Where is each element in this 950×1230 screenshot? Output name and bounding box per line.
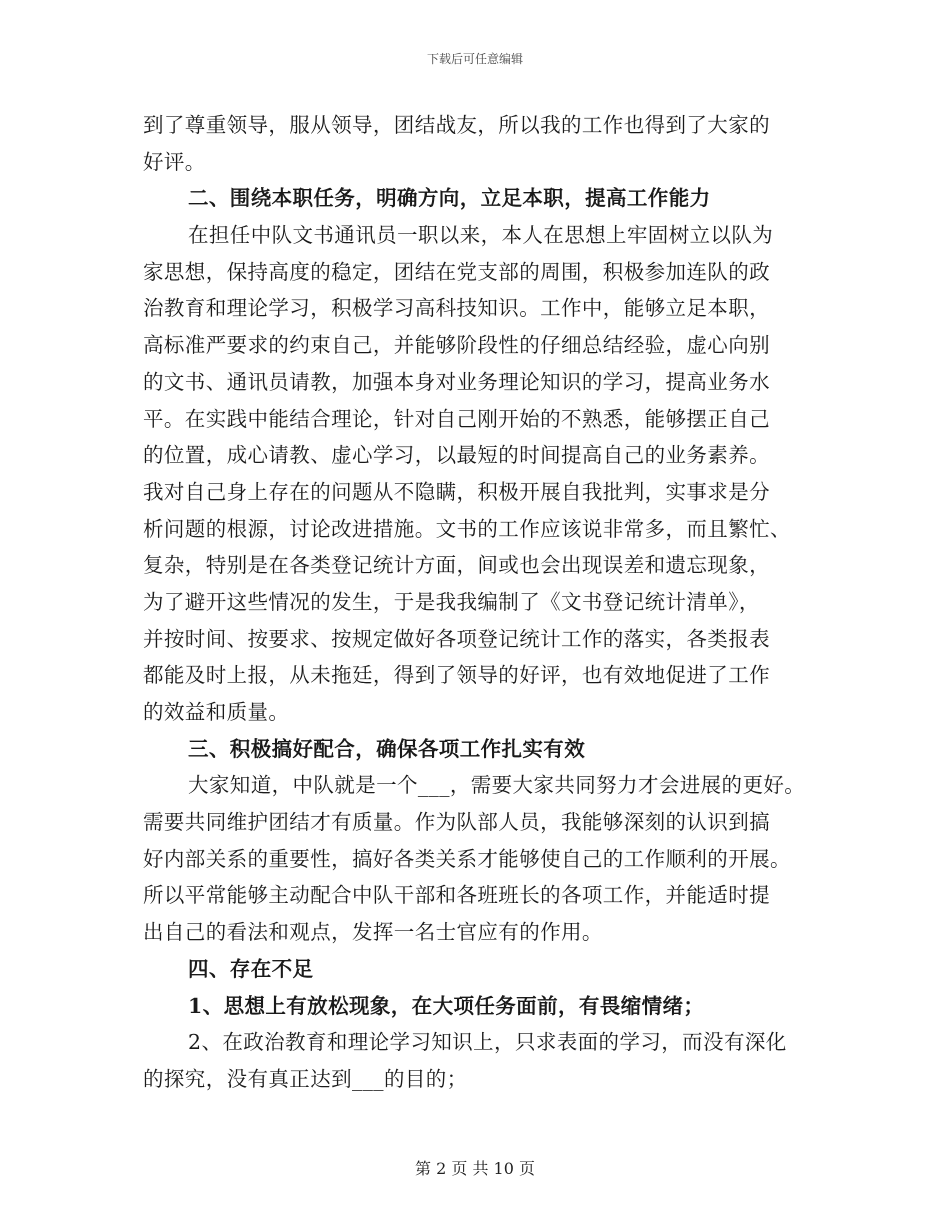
paragraph-line: 的效益和质量。 — [143, 700, 290, 724]
section-heading-line: 1、思想上有放松现象，在大项任务面前，有畏缩情绪； — [188, 993, 705, 1018]
paragraph-line: 治教育和理论学习，积极学习高科技知识。工作中，能够立足本职， — [143, 296, 770, 321]
paragraph-line: 都能及时上报，从未拖廷，得到了领导的好评，也有效地促进了工作 — [143, 663, 770, 688]
page-header: 下载后可任意编辑 — [426, 52, 523, 66]
paragraph-line: 在担任中队文书通讯员一职以来，本人在思想上牢固树立以队为 — [188, 223, 774, 248]
paragraph-line: 复杂，特别是在各类登记统计方面，间或也会出现误差和遗忘现象， — [143, 553, 770, 578]
section-heading-line: 四、存在不足 — [188, 956, 314, 981]
paragraph-line: 好内部关系的重要性，搞好各类关系才能够使自己的工作顺利的开展。 — [143, 846, 791, 871]
paragraph-line: 好评。 — [143, 149, 206, 174]
paragraph-line: 的探究，没有真正达到___的目的； — [143, 1066, 468, 1091]
paragraph-line: 的文书、通讯员请教，加强本身对业务理论知识的学习，提高业务水 — [143, 369, 770, 394]
page-number-footer: 第 2 页 共 10 页 — [415, 1159, 535, 1178]
paragraph-line: 到了尊重领导，服从领导，团结战友，所以我的工作也得到了大家的 — [143, 113, 770, 137]
paragraph-line: 析问题的根源，讨论改进措施。文书的工作应该说非常多，而且繁忙、 — [143, 516, 791, 541]
paragraph-line: 2、在政治教育和理论学习知识上，只求表面的学习，而没有深化 — [188, 1030, 787, 1055]
paragraph-line: 的位置，成心请教、虚心学习，以最短的时间提高自己的业务素养。 — [143, 443, 770, 468]
paragraph-line: 并按时间、按要求、按规定做好各项登记统计工作的落实，各类报表 — [143, 626, 770, 651]
paragraph-line: 出自己的看法和观点，发挥一名士官应有的作用。 — [143, 920, 603, 945]
paragraph-line: 大家知道，中队就是一个___，需要大家共同努力才会进展的更好。 — [188, 773, 806, 798]
paragraph-line: 家思想，保持高度的稳定，团结在党支部的周围，积极参加连队的政 — [143, 259, 770, 284]
section-heading-line: 二、围绕本职任务，明确方向，立足本职，提高工作能力 — [188, 186, 711, 211]
section-heading-line: 三、积极搞好配合，确保各项工作扎实有效 — [188, 736, 586, 761]
paragraph-line: 所以平常能够主动配合中队干部和各班班长的各项工作，并能适时提 — [143, 883, 770, 908]
paragraph-line: 高标准严要求的约束自己，并能够阶段性的仔细总结经验，虚心向别 — [143, 333, 770, 358]
paragraph-line: 平。在实践中能结合理论，针对自己刚开始的不熟悉，能够摆正自己 — [143, 406, 770, 431]
paragraph-line: 我对自己身上存在的问题从不隐瞒，积极开展自我批判，实事求是分 — [143, 479, 770, 504]
document-body — [143, 107, 823, 1098]
paragraph-line: 为了避开这些情况的发生，于是我我编制了《文书登记统计清单》， — [143, 589, 760, 614]
paragraph-line: 需要共同维护团结才有质量。作为队部人员，我能够深刻的认识到搞 — [143, 810, 770, 835]
